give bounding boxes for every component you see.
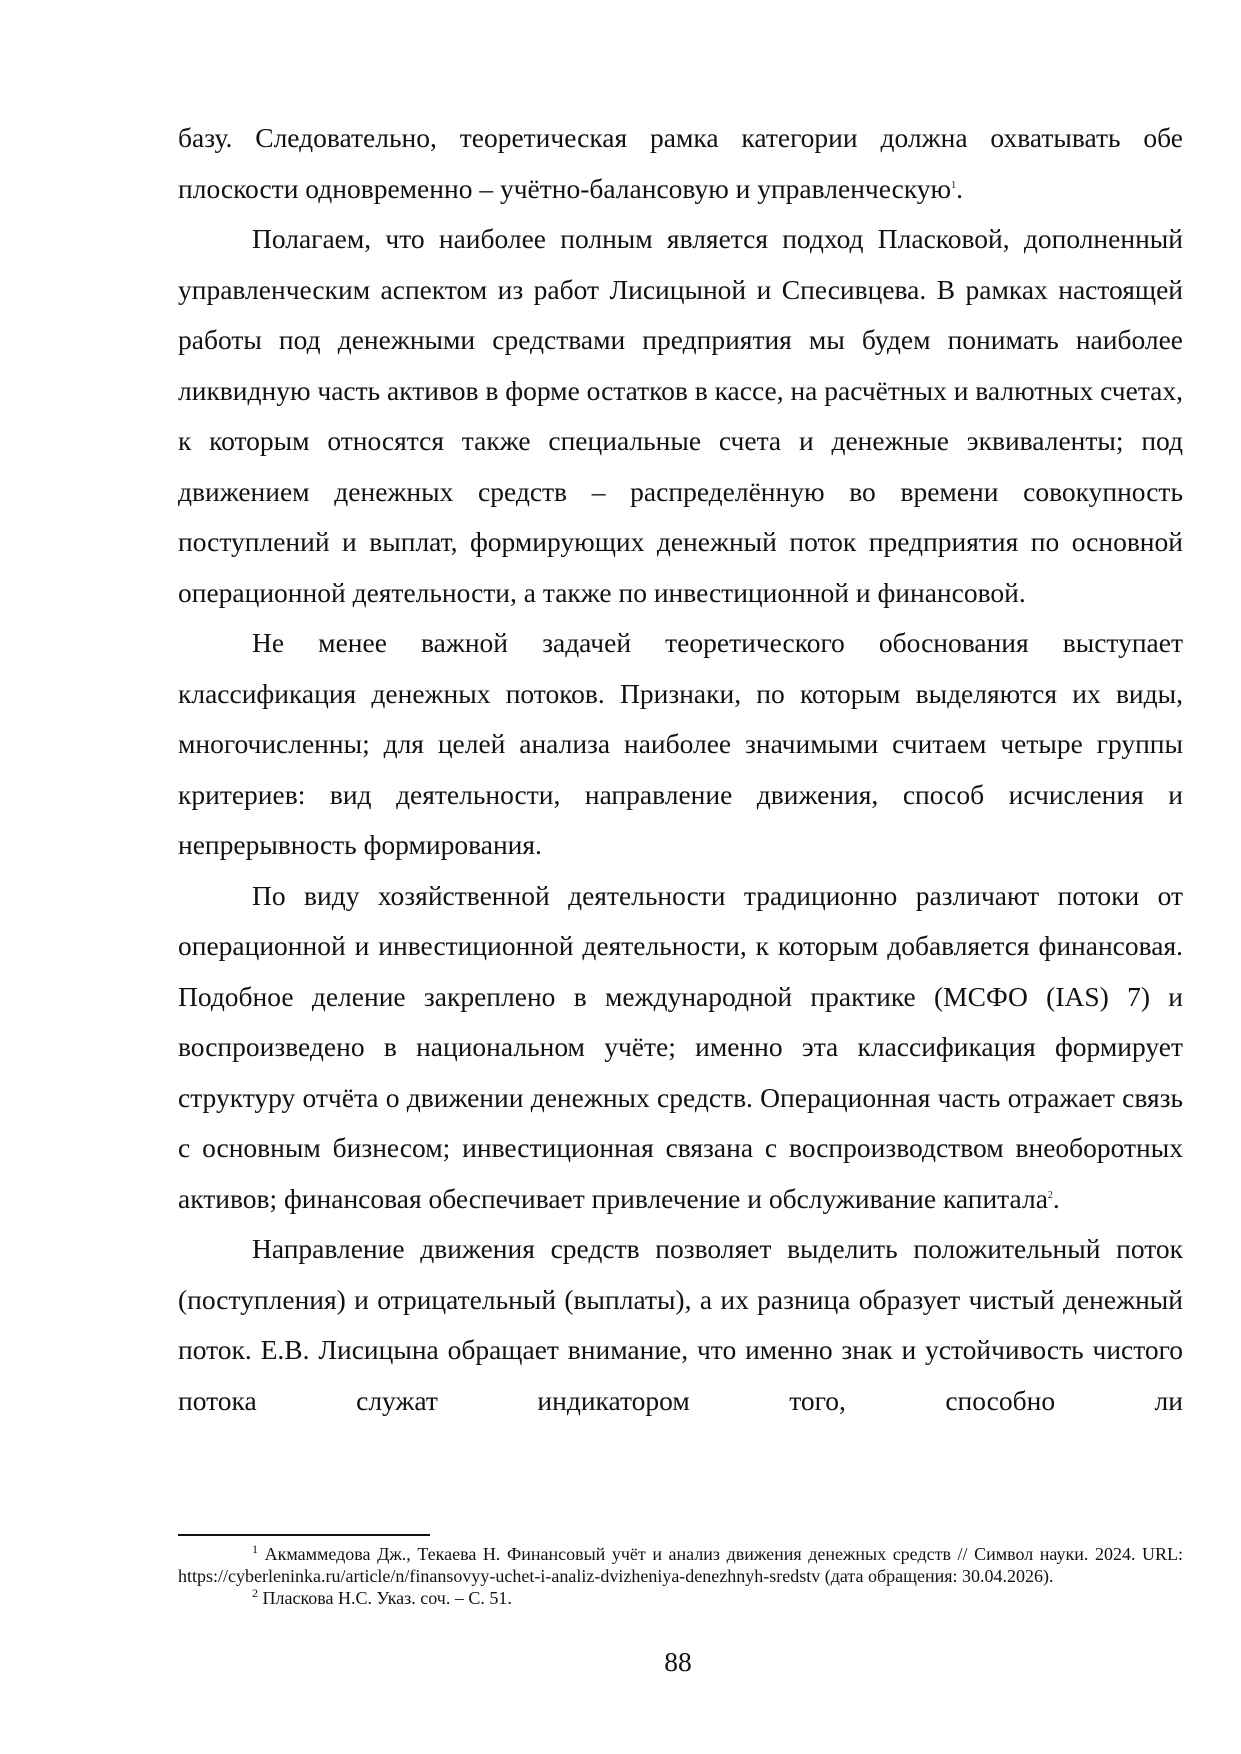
paragraph-tail: . (1052, 1182, 1060, 1214)
footnote-1 (178, 1543, 1183, 1587)
footnote-ref-2[interactable]: 2 (1047, 1189, 1053, 1201)
paragraph-4 (178, 871, 1183, 1225)
paragraph-tail: . (956, 172, 963, 204)
footnote-marker-2: 2 (252, 1586, 258, 1600)
footnote-separator (178, 1534, 430, 1536)
footnote-marker-1: 1 (252, 1542, 258, 1556)
footnote-text-1: Акмаммедова Дж., Текаева Н. Финансовый учёт и анализ движения денежных средств // Символ науки. 2024. URL: https://cyberleninka.ru/article/n/finansovyy-uchet-i-analiz-dvizheniya-denezhnyh-sredstv (дата обращения: 30.04.2026). (178, 1544, 1184, 1586)
footnote-2 (178, 1587, 1183, 1609)
paragraph-5 (178, 1224, 1183, 1426)
body-text (178, 113, 1183, 1426)
paragraph-1 (178, 113, 1183, 214)
paragraph-text: Направление движения средств позволяет выделить положительный поток (поступления) и отрицательный (выплаты), а их разница образует чистый денежный поток. Е.В. Лисицына обращает внимание, что именно знак и устойчивость чистого потока служат индикатором того, способно ли (178, 1233, 1183, 1416)
footnote-ref-1[interactable]: 1 (951, 179, 957, 191)
page-number: 88 (664, 1646, 692, 1677)
footnote-text-2: Пласкова Н.С. Указ. соч. – С. 51. (262, 1588, 512, 1608)
paragraph-3 (178, 618, 1183, 871)
paragraph-2 (178, 214, 1183, 618)
footnotes (178, 1543, 1183, 1609)
paragraph-text: Не менее важной задачей теоретического обоснования выступает классификация денежных потоков. Признаки, по которым выделяются их виды, многочисленны; для целей анализа наиболее значимыми считаем четыре группы критериев: вид деятельности, направление движения, способ исчисления и непрерывность формирования. (178, 627, 1183, 860)
paragraph-text: базу. Следовательно, теоретическая рамка категории должна охватывать обе плоскости одновременно – учётно-балансовую и управленческую (178, 122, 1183, 204)
paragraph-text: Полагаем, что наиболее полным является подход Пласковой, дополненный управленческим аспектом из работ Лисицыной и Спесивцева. В рамках настоящей работы под денежными средствами предприятия мы будем понимать наиболее ликвидную часть активов в форме остатков в кассе, на расчётных и валютных счетах, к которым относятся также специальные счета и денежные эквиваленты; под движением денежных средств – распределённую во времени совокупность поступлений и выплат, формирующих денежный поток предприятия по основной операционной деятельности, а также по инвестиционной и финансовой. (178, 223, 1183, 608)
paragraph-text: По виду хозяйственной деятельности традиционно различают потоки от операционной и инвестиционной деятельности, к которым добавляется финансовая. Подобное деление закреплено в международной практике (МСФО (IAS) 7) и воспроизведено в национальном учёте; именно эта классификация формирует структуру отчёта о движении денежных средств. Операционная часть отражает связь с основным бизнесом; инвестиционная связана с воспроизводством внеоборотных активов; финансовая обеспечивает привлечение и обслуживание капитала (178, 879, 1183, 1214)
